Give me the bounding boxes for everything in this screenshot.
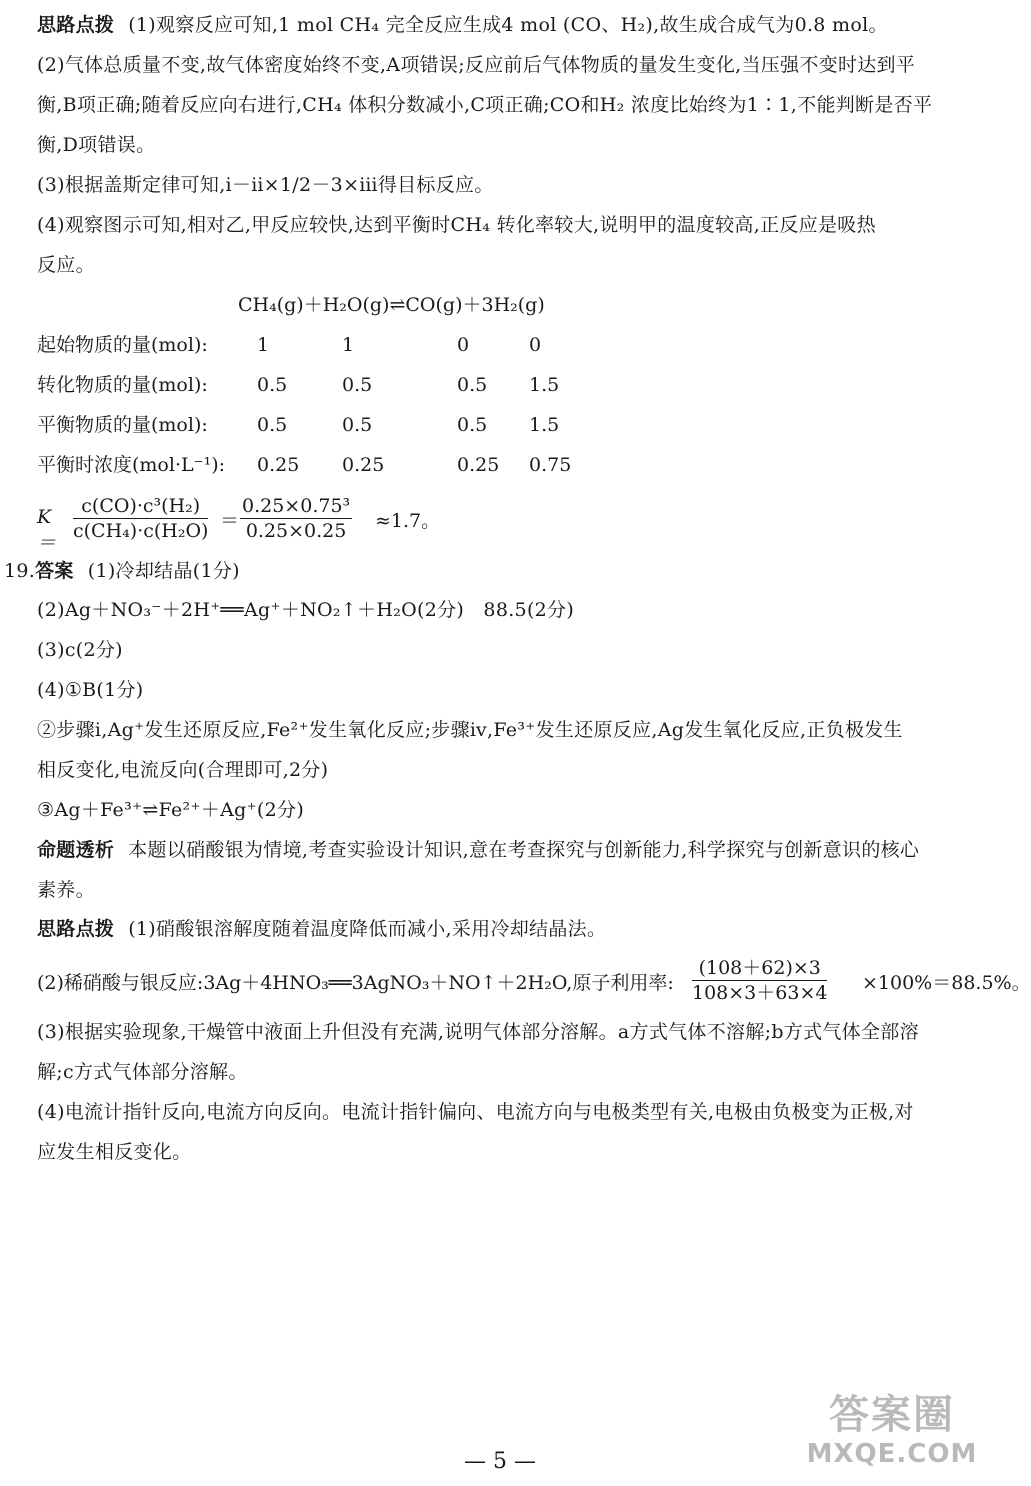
hint-line-5: (3)根据盖斯定律可知,ⅰ－ⅱ×1/2－3×ⅲ得目标反应。 <box>37 174 494 196</box>
q19-hint-line-5: (4)电流计指针反向,电流方向反向。电流计指针偏向、电流方向与电极类型有关,电极由负极变为正极,对 <box>37 1101 914 1123</box>
analysis-line-1: 命题透析 本题以硝酸银为情境,考查实验设计知识,意在考查探究与创新能力,科学探究与创新意识的核心 <box>37 839 920 861</box>
q19-hint-line-6: 应发生相反变化。 <box>37 1141 192 1163</box>
q19-hint-line-3: (3)根据实验现象,干燥管中液面上升但没有充满,说明气体部分溶解。a方式气体不溶解;b方式气体全部溶 <box>37 1021 919 1043</box>
k-fraction-symbolic: $\frac{\text{c(CO)·c³(H₂)}}{\text{c(CH₄)·c(H₂O)}}$ <box>73 495 209 542</box>
watermark-logo <box>802 1392 982 1478</box>
q19-answer-line-1: 19.答案 (1)冷却结晶(1分) <box>4 560 240 582</box>
hint-line-2: (2)气体总质量不变,故气体密度始终不变,A项错误;反应前后气体物质的量发生变化,当压强不变时达到平 <box>37 54 916 76</box>
question-number: 19. <box>4 560 36 582</box>
watermark-seal: 答案圈 <box>829 1392 955 1438</box>
analysis-title: 命题透析 <box>37 839 115 861</box>
hint-line-1: 思路点拨 (1)观察反应可知,1 mol CH₄ 完全反应生成4 mol (CO、H₂),故生成合成气为0.8 mol。 <box>37 14 888 36</box>
document-page: 思路点拨 (1)观察反应可知,1 mol CH₄ 完全反应生成4 mol (CO、H₂),故生成合成气为0.8 mol。 (2)气体总质量不变,故气体密度始终不变,A项错误;反应前后气体物质的量发生变化,当压强不变时达到平 衡,B项正确;随着反应向右进行,CH₄ 体积分数减小,C项正确;CO和H₂ 浓度比始终为1∶1,不能判断是否平 衡,D项错误。 (3)根据盖斯定律可知,ⅰ－ⅱ×1/2－3×ⅲ得目标反应。 (4)观察图示可知,相对乙,甲反应较快,达到平衡时CH₄ 转化率较大,说明甲的温度较高,正反应是吸热 反应。 CH₄(g)＋H₂O(g)⇌CO(g)＋3H₂(g) 起始物质的量(mol): 1 1 0 0 转化物质的量(mol): 0.5 0.5 0.5 1.5 平衡物质的量(mol): 0.5 0.5 0.5 1.5 平衡时浓度(mol·L⁻¹): 0.25 0.25 0.25 0.75 K＝ $\frac{\text{c(CO)·c³(H₂)}}{\text{c(CH₄)·c(H₂O)}}$ ＝ $\frac{\text{0.25×0.75³}}{0.25\times 0.25}$ ≈1.7。 19.答案 (1)冷却结晶(1分) (2)Ag＋NO₃⁻＋2H⁺══Ag⁺＋NO₂↑＋H₂O(2分) 88.5(2分) (3)c(2分) (4)①B(1分) ②步骤ⅰ,Ag⁺发生还原反应,Fe²⁺发生氧化反应;步骤ⅳ,Fe³⁺发生还原反应,Ag发生氧化反应,正负极发生 相反变化,电流反向(合理即可,2分) ③Ag＋Fe³⁺⇌Fe²⁺＋Ag⁺(2分) 命题透析 本题以硝酸银为情境,考查实验设计知识,意在考查探究与创新能力,科学探究与创新意识的核心 素养。 思路点拨 (1)硝酸银溶解度随着温度降低而减小,采用冷却结晶法。 (2)稀硝酸与银反应:3Ag＋4HNO₃══3AgNO₃＋NO↑＋2H₂O,原子利用率: $\frac{(108+62)\times 3}{108\times 3+63\times 4}$ ×100%＝88.5%。 (3)根据实验现象,干燥管中液面上升但没有充满,说明气体部分溶解。a方式气体不溶解;b方式气体全部溶 解;c方式气体部分溶解。 (4)电流计指针反向,电流方向反向。电流计指针偏向、电流方向与电极类型有关,电极由负极变为正极,对 应发生相反变化。 — 5 — 答案圈 MXQE.COM <box>0 0 1000 1486</box>
q19-answer-line-4: (4)①B(1分) <box>37 679 144 701</box>
table-row-initial: 起始物质的量(mol): 1 1 0 0 <box>37 334 542 356</box>
q19-hint-line-4: 解;c方式气体部分溶解。 <box>37 1061 248 1083</box>
q19-answer-line-6: 相反变化,电流反向(合理即可,2分) <box>37 759 329 781</box>
q19-answer-line-7: ③Ag＋Fe³⁺⇌Fe²⁺＋Ag⁺(2分) <box>37 799 305 821</box>
atom-utilization-fraction: $\frac{(108+62)\times 3}{108\times 3+63\times 4}$ <box>692 957 828 1004</box>
answer-title: 答案 <box>35 560 74 582</box>
k-result: ≈1.7。 <box>375 510 441 532</box>
analysis-line-2: 素养。 <box>37 879 95 901</box>
page-number: — 5 — <box>464 1449 536 1474</box>
table-row-converted: 转化物质的量(mol): 0.5 0.5 0.5 1.5 <box>37 374 560 396</box>
table-row-equilibrium: 平衡物质的量(mol): 0.5 0.5 0.5 1.5 <box>37 414 560 436</box>
hint-line-4: 衡,D项错误。 <box>37 134 156 156</box>
hint-line-3: 衡,B项正确;随着反应向右进行,CH₄ 体积分数减小,C项正确;CO和H₂ 浓度比始终为1∶1,不能判断是否平 <box>37 94 933 116</box>
hint-title: 思路点拨 <box>37 14 115 36</box>
atom-utilization-line: (2)稀硝酸与银反应:3Ag＋4HNO₃══3AgNO₃＋NO↑＋2H₂O,原子利用率: $\frac{(108+62)\times 3}{108\times 3+63\times 4}$ ×100%＝88.5%。 <box>37 957 1031 1004</box>
k-fraction-numeric: $\frac{\text{0.25×0.75³}}{0.25\times 0.25}$ <box>242 495 351 542</box>
k-label: K＝ <box>37 506 57 554</box>
hint-line-7: 反应。 <box>37 254 95 276</box>
q19-answer-line-2: (2)Ag＋NO₃⁻＋2H⁺══Ag⁺＋NO₂↑＋H₂O(2分) 88.5(2分) <box>37 599 575 621</box>
atom-utilization-result: ×100%＝88.5%。 <box>862 972 1031 994</box>
hint-line-6: (4)观察图示可知,相对乙,甲反应较快,达到平衡时CH₄ 转化率较大,说明甲的温度较高,正反应是吸热 <box>37 214 876 236</box>
q19-answer-line-5: ②步骤ⅰ,Ag⁺发生还原反应,Fe²⁺发生氧化反应;步骤ⅳ,Fe³⁺发生还原反应,Ag发生氧化反应,正负极发生 <box>37 719 903 741</box>
q19-answer-line-3: (3)c(2分) <box>37 639 123 661</box>
q19-hint-line-1: 思路点拨 (1)硝酸银溶解度随着温度降低而减小,采用冷却结晶法。 <box>37 918 607 940</box>
table-row-concentration: 平衡时浓度(mol·L⁻¹): 0.25 0.25 0.25 0.75 <box>37 454 572 476</box>
q19-hint-title: 思路点拨 <box>37 918 115 940</box>
watermark-site: MXQE.COM <box>806 1439 978 1469</box>
reaction-equation: CH₄(g)＋H₂O(g)⇌CO(g)＋3H₂(g) <box>238 294 545 316</box>
